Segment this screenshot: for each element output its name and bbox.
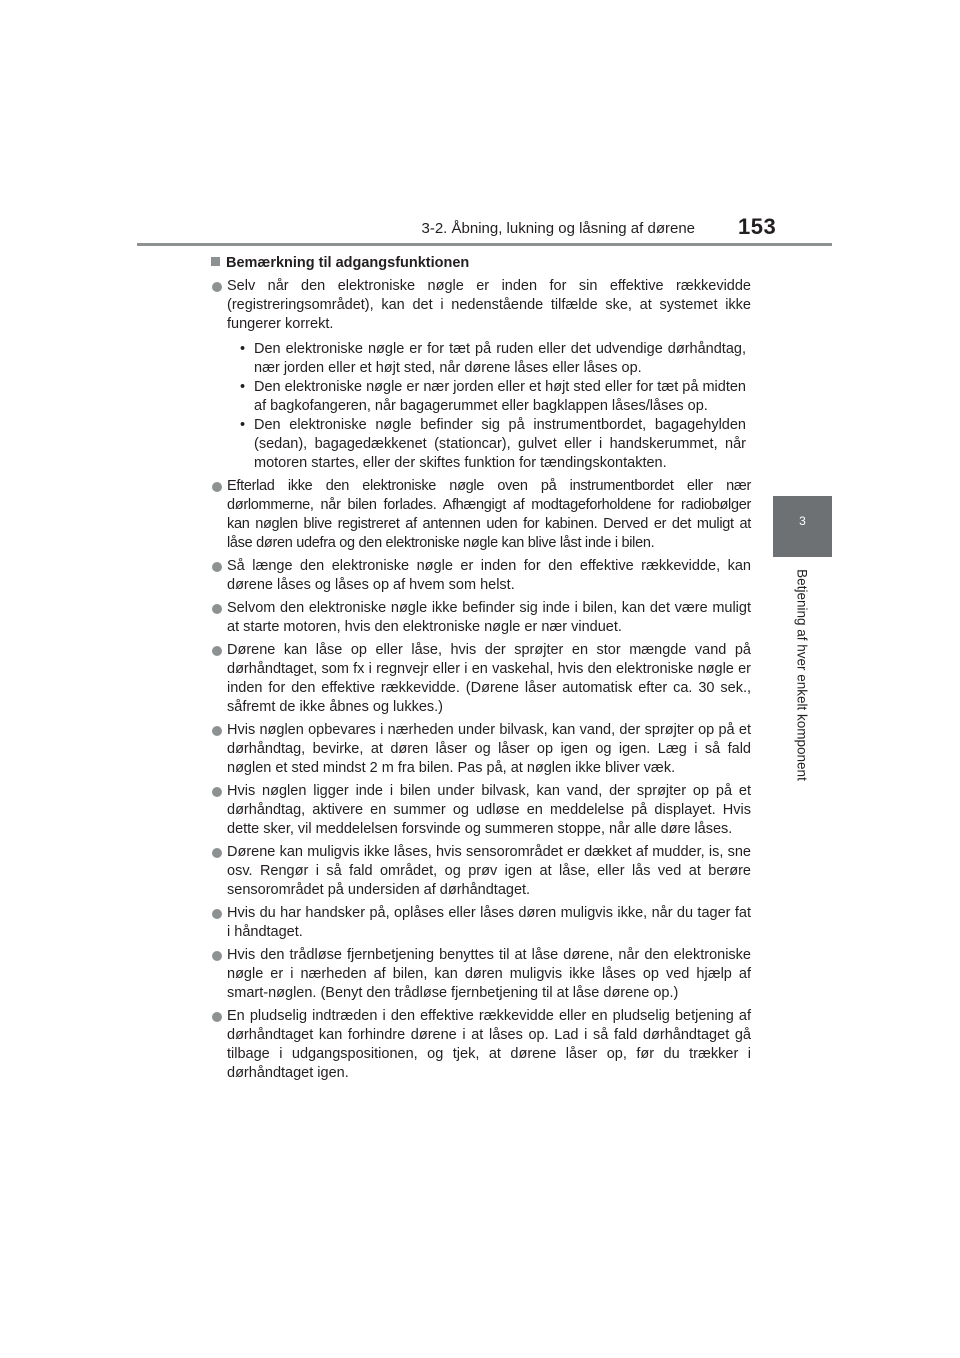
list-item — [211, 782, 751, 839]
list-item-text: Hvis nøglen ligger inde i bilen under bilvask, kan vand, der sprøjter op på et dørhåndtag, aktivere en summer og udløse en meddelelse på displayet. Hvis dette sker, vil meddelelsen forsvinde og summeren stoppe, når alle døre låses. — [227, 783, 751, 837]
list-item — [211, 641, 751, 717]
sub-bullet: • — [240, 417, 246, 433]
chapter-number: 3 — [799, 514, 806, 528]
circle-bullet-icon — [212, 646, 222, 656]
sub-list-item — [227, 378, 751, 416]
list-item-text: Dørene kan låse op eller låse, hvis der sprøjter en stor mængde vand på dørhåndtaget, som fx i regnvejr eller i en vaskehal, hvis den elektroniske nøgle er inden for den effektive rækkevidde. (Dørene låser automatisk efter ca. 30 sek., såfremt de ikke åbnes og lukkes.) — [227, 642, 751, 715]
list-item-text: Hvis du har handsker på, oplåses eller låses døren muligvis ikke, når du tager fat i håndtaget. — [227, 905, 751, 940]
circle-bullet-icon — [212, 562, 222, 572]
circle-bullet-icon — [212, 282, 222, 292]
list-item-text: En pludselig indtræden i den effektive rækkevidde eller en pludselig betjening af dørhåndtaget kan forhindre dørene i at låses op. Lad i så fald dørhåndtaget gå tilbage i udgangspositionen, og tjek, at dørene låser op, før du trækker i dørhåndtaget igen. — [227, 1008, 751, 1081]
list-item — [211, 946, 751, 1003]
page-content — [211, 254, 751, 1087]
page-number: 153 — [738, 214, 777, 239]
list-item — [211, 599, 751, 637]
header-divider — [137, 243, 832, 246]
sub-bullet: • — [240, 341, 246, 357]
circle-bullet-icon — [212, 482, 222, 492]
list-item — [211, 277, 751, 473]
list-item — [211, 477, 751, 553]
list-item-text: Så længe den elektroniske nøgle er inden for den effektive rækkevidde, kan dørene låses og låses op af hvem som helst. — [227, 558, 751, 593]
list-item — [211, 1007, 751, 1083]
chapter-tab — [773, 496, 832, 557]
list-item — [211, 721, 751, 778]
square-bullet-icon — [211, 257, 220, 266]
circle-bullet-icon — [212, 787, 222, 797]
sub-list-item-text: Den elektroniske nøgle er nær jorden eller et højt sted eller for tæt på midten af bagkofangeren, når bagagerummet eller bagklappen låses/låses op. — [254, 379, 746, 414]
sub-list-item — [227, 340, 751, 378]
list-item — [211, 843, 751, 900]
list-item-text: Efterlad ikke den elektroniske nøgle oven på instrumentbordet eller nær dørlommerne, når bilen forlades. Afhængigt af modtageforholdene for radiobølger kan nøglen blive registreret af antennen uden for kabinen. Derved er det muligt at låse døren udefra og den elektroniske nøgle kan blive låst inde i bilen. — [227, 478, 751, 551]
list-item — [211, 904, 751, 942]
sub-bullet: • — [240, 379, 246, 395]
circle-bullet-icon — [212, 604, 222, 614]
sub-list-item-text: Den elektroniske nøgle befinder sig på instrumentbordet, bagagehylden (sedan), bagagedækkenet (stationcar), gulvet eller i handskerummet, når motoren startes, eller der skiftes funktion for tændingskontakten. — [254, 417, 746, 471]
section-heading — [211, 254, 751, 273]
circle-bullet-icon — [212, 909, 222, 919]
sub-list — [227, 340, 751, 473]
list-item-text: Hvis den trådløse fjernbetjening benyttes til at låse dørene, når den elektroniske nøgle er i nærheden af bilen, kan døren muligvis ikke låses op ved hjælp af smart-nøglen. (Benyt den trådløse fjernbetjening til at låse dørene op.) — [227, 947, 751, 1001]
sub-list-item-text: Den elektroniske nøgle er for tæt på ruden eller det udvendige dørhåndtag, nær jorden eller et højt sted, når dørene låses eller låses op. — [254, 341, 746, 376]
sub-list-item — [227, 416, 751, 473]
running-header: 3-2. Åbning, lukning og låsning af dørene — [421, 220, 695, 237]
circle-bullet-icon — [212, 1012, 222, 1022]
list-item-text: Selvom den elektroniske nøgle ikke befinder sig inde i bilen, kan det være muligt at starte motoren, hvis den elektroniske nøgle er nær vinduet. — [227, 600, 751, 635]
circle-bullet-icon — [212, 848, 222, 858]
chapter-label: Betjening af hver enkelt komponent — [794, 569, 810, 781]
list-item-text: Dørene kan muligvis ikke låses, hvis sensorområdet er dækket af mudder, is, sne osv. Rengør i så fald området, og prøv igen at låse, eller lås ved at berøre sensorområdet på undersiden af dørhåndtaget. — [227, 844, 751, 898]
circle-bullet-icon — [212, 951, 222, 961]
list-item — [211, 557, 751, 595]
section-heading-text: Bemærkning til adgangsfunktionen — [226, 255, 470, 271]
circle-bullet-icon — [212, 726, 222, 736]
list-item-text: Selv når den elektroniske nøgle er inden for sin effektive rækkevidde (registreringsområdet), kan det i nedenstående tilfælde ske, at systemet ikke fungerer korrekt. — [227, 278, 751, 332]
list-item-text: Hvis nøglen opbevares i nærheden under bilvask, kan vand, der sprøjter op på et dørhåndtag, bevirke, at døren låser og låser op igen og igen. Læg i så fald nøglen et sted mindst 2 m fra bilen. Pas på, at nøglen ikke bliver væk. — [227, 722, 751, 776]
